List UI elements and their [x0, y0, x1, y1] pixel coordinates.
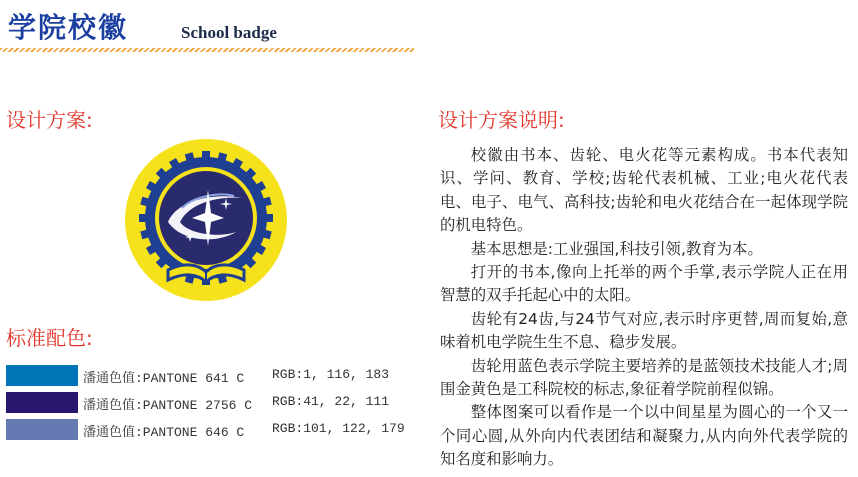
rgb-value: RGB:101, 122, 179 [272, 421, 405, 436]
gear-tooth [263, 214, 273, 222]
page-header [0, 0, 414, 54]
color-swatch [6, 392, 78, 413]
gear-tooth [139, 214, 149, 222]
page-title: 学院校徽 [8, 11, 129, 44]
rgb-value: RGB:1, 116, 183 [272, 367, 390, 382]
color-row [6, 419, 426, 441]
explanation-paragraph: 基本思想是:工业强国,科技引领,教育为本。 [470, 239, 763, 258]
pantone-value: 潘通色值:PANTONE 646 C [83, 425, 245, 440]
color-swatch [6, 365, 78, 386]
color-row [6, 365, 426, 387]
explanation-paragraph: 齿轮有24齿,与24节气对应,表示时序更替,周而复始,意味着机电学院生生不息、稳步发展。 [440, 309, 848, 352]
explanation-paragraph: 齿轮用蓝色表示学院主要培养的是蓝领技术技能人才;周围金黄色是工科院校的标志,象征着学院前程似锦。 [440, 356, 848, 399]
explanation-paragraph: 打开的书本,像向上托举的两个手掌,表示学院人正在用智慧的双手托起心中的太阳。 [440, 263, 848, 305]
color-row [6, 392, 426, 414]
design-heading: 设计方案: [6, 108, 93, 132]
explanation-paragraph: 整体图案可以看作是一个以中间星星为圆心的一个又一个同心圆,从外向内代表团结和凝聚力,从内向外代表学院的知名度和影响力。 [440, 403, 848, 469]
color-heading: 标准配色: [6, 326, 93, 350]
pantone-value: 潘通色值:PANTONE 641 C [83, 371, 245, 386]
explanation-text [440, 144, 848, 472]
page-subtitle: School badge [181, 23, 277, 42]
school-badge [124, 138, 288, 302]
rgb-value: RGB:41, 22, 111 [272, 394, 390, 409]
explanation-paragraph: 校徽由书本、齿轮、电火花等元素构成。书本代表知识、学问、教育、学校;齿轮代表机械、工业;电火花代表电、电子、电气、高科技;齿轮和电火花结合在一起体现学院的机电特色。 [440, 146, 848, 235]
explanation-heading: 设计方案说明: [438, 108, 565, 132]
header-divider [0, 48, 414, 52]
pantone-value: 潘通色值:PANTONE 2756 C [83, 398, 253, 413]
color-swatch [6, 419, 78, 440]
gear-tooth [202, 151, 210, 161]
